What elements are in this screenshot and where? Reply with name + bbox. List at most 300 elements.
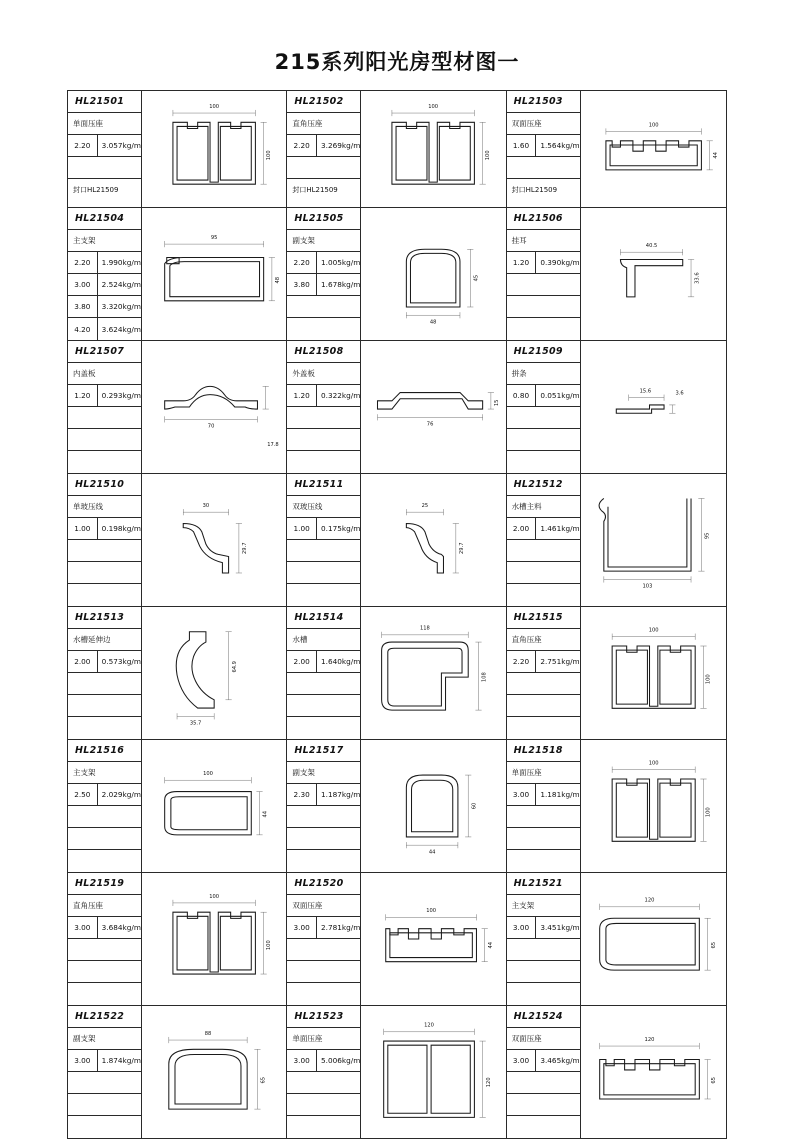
profile-desc: 单玻压线 xyxy=(73,502,103,512)
profile-info xyxy=(287,474,361,606)
table-row xyxy=(68,1006,726,1138)
profile-spec-row xyxy=(287,917,360,939)
profile-spec-row xyxy=(68,540,141,562)
profile-desc-line xyxy=(507,629,580,651)
profile-spec-row xyxy=(507,651,580,673)
profile-cell[interactable] xyxy=(507,1006,726,1138)
profile-spec-row xyxy=(68,806,141,828)
weight: 2.029kg/m xyxy=(101,790,141,800)
profile-code-line xyxy=(287,607,360,629)
profile-spec-row xyxy=(507,296,580,318)
profile-drawing xyxy=(581,1006,726,1138)
thickness: 3.80 xyxy=(68,296,98,317)
weight: 3.269kg/m xyxy=(321,141,361,150)
profile-spec-row xyxy=(68,385,141,407)
profile-spec-row xyxy=(287,135,360,157)
weight: 1.461kg/m xyxy=(540,524,580,534)
thickness: 1.00 xyxy=(68,518,98,539)
dim-width: 118 xyxy=(420,625,431,632)
profile-spec-row xyxy=(287,157,360,179)
profile-note: 封口HL21509 xyxy=(292,186,338,194)
weight: 0.198kg/m xyxy=(101,524,141,534)
table-row xyxy=(68,208,726,341)
profile-spec-row xyxy=(507,939,580,961)
profile-spec-row xyxy=(68,274,141,296)
weight: 0.573kg/m xyxy=(101,657,141,667)
profile-code: HL21512 xyxy=(513,479,563,491)
profile-info xyxy=(68,1006,142,1138)
profile-code-line xyxy=(68,1006,141,1028)
profile-spec-row xyxy=(507,1094,580,1116)
profile-desc: 副支架 xyxy=(73,1034,96,1044)
weight: 3.684kg/m xyxy=(101,923,141,933)
profile-desc-line xyxy=(507,496,580,518)
profile-code-line xyxy=(68,607,141,629)
profile-cell[interactable] xyxy=(287,873,506,1005)
profile-spec-row xyxy=(68,1072,141,1094)
table-row xyxy=(68,91,726,208)
profile-desc-line xyxy=(68,113,141,135)
profile-spec-row xyxy=(68,983,141,1005)
dim-height: 48 xyxy=(275,277,282,284)
profile-desc-line xyxy=(507,762,580,784)
dim-height: 44 xyxy=(488,942,495,949)
profile-cell[interactable] xyxy=(68,873,287,1005)
weight: 1.640kg/m xyxy=(321,657,361,667)
profile-desc-line xyxy=(287,113,360,135)
profile-desc-line xyxy=(68,363,141,385)
dim-width: 120 xyxy=(424,1022,435,1029)
profile-spec-row xyxy=(68,518,141,540)
dim-width: 120 xyxy=(644,897,655,904)
profile-spec-row xyxy=(507,429,580,451)
profile-spec-row xyxy=(507,961,580,983)
profile-code-line xyxy=(287,91,360,113)
profile-code-line xyxy=(507,740,580,762)
dim-height: 44 xyxy=(712,152,719,159)
profile-info xyxy=(507,873,581,1005)
profile-cell[interactable] xyxy=(287,341,506,473)
profile-spec-row xyxy=(507,828,580,850)
profile-info xyxy=(287,341,361,473)
dim-height: 65 xyxy=(710,942,717,949)
thickness: 0.80 xyxy=(507,385,537,406)
dim-width: 35.7 xyxy=(189,720,202,727)
dim-width: 25 xyxy=(421,503,429,510)
profile-drawing xyxy=(361,873,505,1005)
profile-note: 封口HL21509 xyxy=(511,186,558,194)
dim-height: 100 xyxy=(705,807,712,818)
profile-drawing xyxy=(581,341,726,473)
profile-spec-row xyxy=(507,673,580,695)
profile-info xyxy=(68,740,142,872)
thickness: 2.20 xyxy=(68,135,98,156)
page-title: 215系列阳光房型材图一 xyxy=(274,50,520,74)
profile-spec-row xyxy=(507,983,580,1005)
thickness: 1.00 xyxy=(287,518,317,539)
dim-height: 108 xyxy=(482,672,489,683)
profile-info xyxy=(287,607,361,739)
profile-code: HL21519 xyxy=(75,878,125,890)
profile-code-line xyxy=(68,873,141,895)
profile-spec-row xyxy=(287,540,360,562)
profile-desc: 双面压座 xyxy=(292,901,323,911)
profile-code-line xyxy=(68,91,141,113)
profile-desc: 挂耳 xyxy=(511,236,527,246)
profile-spec-row xyxy=(68,673,141,695)
weight: 3.624kg/m xyxy=(101,324,141,334)
profile-code-line xyxy=(507,607,580,629)
thickness: 1.20 xyxy=(507,252,537,273)
weight: 3.320kg/m xyxy=(101,302,141,312)
profile-spec-row xyxy=(507,1116,580,1138)
profile-code: HL21513 xyxy=(75,612,125,624)
table-row xyxy=(68,607,726,740)
profile-note: 封口HL21509 xyxy=(73,186,119,194)
profile-spec-row xyxy=(287,717,360,739)
thickness: 2.30 xyxy=(287,784,317,805)
profile-spec-row xyxy=(68,451,141,473)
profile-code-line xyxy=(507,341,580,363)
profile-info xyxy=(507,607,581,739)
weight: 1.005kg/m xyxy=(321,258,361,268)
dim-height: 60 xyxy=(471,802,478,810)
profile-drawing xyxy=(361,607,505,739)
profile-drawing xyxy=(361,341,505,473)
profile-code: HL21520 xyxy=(294,878,344,890)
profile-desc-line xyxy=(287,230,360,252)
weight: 2.751kg/m xyxy=(540,657,580,667)
profile-cell[interactable] xyxy=(287,208,506,340)
profile-drawing xyxy=(361,208,505,340)
profile-spec-row xyxy=(287,584,360,606)
profile-spec-row xyxy=(507,274,580,296)
profile-code-line xyxy=(507,873,580,895)
profile-code: HL21521 xyxy=(513,878,563,890)
profile-cell[interactable] xyxy=(507,474,726,606)
profile-drawing xyxy=(581,740,726,872)
dim-width: 120 xyxy=(644,1037,655,1044)
profile-desc: 主支架 xyxy=(73,236,96,246)
profile-desc: 水槽主料 xyxy=(511,502,542,512)
profile-code-line xyxy=(507,91,580,113)
dim-height: 29.7 xyxy=(459,542,466,555)
profile-spec-row xyxy=(507,850,580,872)
profile-spec-row xyxy=(507,385,580,407)
profile-code: HL21511 xyxy=(294,479,344,491)
profile-spec-row xyxy=(507,451,580,473)
profile-cell[interactable] xyxy=(68,208,287,340)
profile-desc-line xyxy=(287,762,360,784)
thickness: 3.00 xyxy=(507,1050,537,1071)
profile-desc: 内盖板 xyxy=(73,369,96,379)
profile-spec-row xyxy=(507,157,580,179)
profile-code: HL21515 xyxy=(513,612,563,624)
profile-cell[interactable] xyxy=(507,607,726,739)
thickness: 3.00 xyxy=(68,1050,98,1071)
profile-spec-row xyxy=(68,296,141,318)
profile-cell[interactable] xyxy=(287,474,506,606)
profile-desc: 主支架 xyxy=(73,768,96,778)
dim-width: 44 xyxy=(429,849,436,856)
profile-cell[interactable] xyxy=(68,474,287,606)
profile-cell[interactable] xyxy=(507,208,726,340)
thickness: 2.20 xyxy=(507,651,537,672)
profile-spec-row xyxy=(287,318,360,340)
weight: 0.322kg/m xyxy=(321,391,361,401)
dim-height: 3.6 xyxy=(675,390,684,397)
profile-code-line xyxy=(68,474,141,496)
profile-spec-row xyxy=(507,1072,580,1094)
profile-code-line xyxy=(287,873,360,895)
profile-desc-line xyxy=(68,1028,141,1050)
dim-width: 40.5 xyxy=(645,243,658,250)
profile-drawing xyxy=(581,208,726,340)
dim-width: 30 xyxy=(202,503,210,510)
profile-drawing xyxy=(142,91,286,207)
profile-desc-line xyxy=(287,629,360,651)
dim-height: 100 xyxy=(485,150,492,161)
table-row xyxy=(68,341,726,474)
weight: 3.057kg/m xyxy=(101,141,141,150)
profile-spec-row xyxy=(287,1050,360,1072)
weight: 1.187kg/m xyxy=(321,790,361,800)
profile-spec-row xyxy=(68,695,141,717)
profile-code: HL21508 xyxy=(294,346,344,358)
dim-width: 76 xyxy=(427,421,434,428)
profile-desc-line xyxy=(287,1028,360,1050)
profile-desc-line xyxy=(68,895,141,917)
profile-drawing xyxy=(142,341,286,473)
profile-spec-row xyxy=(507,806,580,828)
profile-desc: 单面压座 xyxy=(292,1034,323,1044)
profile-drawing xyxy=(142,208,286,340)
profile-spec-row xyxy=(507,695,580,717)
dim-height: 100 xyxy=(265,150,272,161)
profile-spec-row xyxy=(68,784,141,806)
profile-info xyxy=(507,208,581,340)
profile-spec-row xyxy=(68,318,141,340)
profile-spec-row xyxy=(287,939,360,961)
dim-height: 33.6 xyxy=(693,272,700,285)
weight: 1.678kg/m xyxy=(321,280,361,290)
profile-desc-line xyxy=(68,496,141,518)
dim-width: 100 xyxy=(203,771,213,778)
dim-height: 100 xyxy=(705,674,712,685)
profile-info xyxy=(287,91,361,207)
profile-desc-line xyxy=(68,762,141,784)
dim-width: 48 xyxy=(430,319,437,326)
dim-height: 45 xyxy=(473,275,480,282)
profile-code: HL21524 xyxy=(513,1011,563,1023)
profile-cell[interactable] xyxy=(68,1006,287,1138)
profile-info xyxy=(68,873,142,1005)
profile-cell[interactable] xyxy=(507,341,726,473)
thickness: 2.50 xyxy=(68,784,98,805)
profile-spec-row xyxy=(287,983,360,1005)
profile-code: HL21505 xyxy=(294,213,344,225)
profile-code-line xyxy=(287,341,360,363)
dim-height: 44 xyxy=(262,811,269,818)
weight: 1.564kg/m xyxy=(540,141,580,150)
profile-spec-row xyxy=(287,518,360,540)
thickness: 2.00 xyxy=(507,518,537,539)
thickness: 2.20 xyxy=(287,135,317,156)
profile-code: HL21523 xyxy=(294,1011,344,1023)
profile-spec-row xyxy=(507,917,580,939)
profile-drawing xyxy=(361,740,505,872)
weight: 0.293kg/m xyxy=(101,391,141,401)
profile-desc: 副支架 xyxy=(292,236,315,246)
profile-code-line xyxy=(68,740,141,762)
profile-spec-row xyxy=(68,961,141,983)
profile-spec-row xyxy=(287,1116,360,1138)
profile-spec-row xyxy=(287,385,360,407)
thickness: 3.00 xyxy=(68,274,98,295)
profile-desc: 副支架 xyxy=(292,768,315,778)
profile-drawing xyxy=(142,474,286,606)
dim-width: 100 xyxy=(648,122,659,129)
dim-height: 15 xyxy=(494,399,501,407)
dim-width: 100 xyxy=(648,627,659,634)
profile-desc-line xyxy=(68,629,141,651)
profile-desc-line xyxy=(507,1028,580,1050)
profile-desc: 拼条 xyxy=(511,369,527,379)
profile-info xyxy=(507,740,581,872)
profile-drawing xyxy=(361,474,505,606)
profile-code: HL21517 xyxy=(294,745,344,757)
profile-spec-row xyxy=(68,1050,141,1072)
table-row xyxy=(68,740,726,873)
profile-desc-line xyxy=(287,496,360,518)
thickness: 4.20 xyxy=(68,318,98,340)
profile-drawing xyxy=(142,740,286,872)
profile-desc: 单面压座 xyxy=(511,768,542,778)
profile-cell[interactable] xyxy=(287,1006,506,1138)
weight: 0.390kg/m xyxy=(540,258,580,268)
profile-code-line xyxy=(68,208,141,230)
profile-spec-row xyxy=(68,1116,141,1138)
profile-desc: 直角压座 xyxy=(511,635,542,645)
profile-cell[interactable] xyxy=(507,873,726,1005)
profile-cell[interactable] xyxy=(507,740,726,872)
dim-width: 100 xyxy=(648,760,659,767)
profile-cell[interactable] xyxy=(68,91,287,207)
thickness: 2.00 xyxy=(287,651,317,672)
profile-spec-row xyxy=(507,252,580,274)
dim-height: 64.9 xyxy=(231,661,238,673)
profile-code: HL21516 xyxy=(75,745,125,757)
profile-desc: 直角压座 xyxy=(73,901,103,911)
table-row xyxy=(68,873,726,1006)
profile-drawing xyxy=(361,1006,505,1138)
weight: 3.465kg/m xyxy=(540,1056,580,1066)
profile-table xyxy=(67,90,727,1139)
dim-width: 100 xyxy=(209,894,220,901)
profile-code-line xyxy=(68,341,141,363)
profile-desc-line xyxy=(507,230,580,252)
profile-cell[interactable] xyxy=(287,740,506,872)
profile-desc-line xyxy=(287,363,360,385)
profile-info xyxy=(68,474,142,606)
thickness: 3.00 xyxy=(68,917,98,938)
profile-spec-row xyxy=(68,917,141,939)
dim-height: 65 xyxy=(710,1077,717,1084)
profile-drawing xyxy=(142,873,286,1005)
profile-code-line xyxy=(287,474,360,496)
dim-width: 100 xyxy=(426,908,437,915)
thickness: 3.00 xyxy=(507,784,537,805)
profile-spec-row xyxy=(287,695,360,717)
profile-code-line xyxy=(287,740,360,762)
profile-cell[interactable] xyxy=(287,91,506,207)
profile-info xyxy=(68,91,142,207)
dim-width: 88 xyxy=(204,1031,212,1038)
profile-info xyxy=(287,740,361,872)
profile-desc: 双面压座 xyxy=(511,1034,542,1044)
profile-spec-row xyxy=(68,717,141,739)
profile-cell[interactable] xyxy=(507,91,726,207)
weight: 5.006kg/m xyxy=(321,1056,361,1066)
profile-desc: 外盖板 xyxy=(292,369,315,379)
profile-cell[interactable] xyxy=(68,740,287,872)
profile-info xyxy=(68,341,142,473)
profile-spec-row xyxy=(287,850,360,872)
profile-info xyxy=(507,341,581,473)
thickness: 2.00 xyxy=(68,651,98,672)
thickness: 1.20 xyxy=(68,385,98,406)
profile-spec-row xyxy=(287,961,360,983)
profile-spec-row xyxy=(507,717,580,739)
profile-code-line xyxy=(507,1006,580,1028)
table-row xyxy=(68,474,726,607)
dim-width: 70 xyxy=(207,423,215,430)
profile-code-line xyxy=(287,208,360,230)
dim-height: 120 xyxy=(486,1077,493,1088)
profile-cell[interactable] xyxy=(68,341,287,473)
profile-drawing xyxy=(581,91,726,207)
profile-code: HL21502 xyxy=(294,96,344,107)
profile-cell[interactable] xyxy=(68,607,287,739)
profile-spec-row xyxy=(287,806,360,828)
thickness: 1.20 xyxy=(287,385,317,406)
thickness: 2.20 xyxy=(287,252,317,273)
weight: 2.781kg/m xyxy=(321,923,361,933)
profile-spec-row xyxy=(68,407,141,429)
profile-spec-row xyxy=(68,584,141,606)
profile-spec-row xyxy=(68,562,141,584)
profile-spec-row xyxy=(287,562,360,584)
weight: 2.524kg/m xyxy=(101,280,141,290)
profile-cell[interactable] xyxy=(287,607,506,739)
profile-code: HL21501 xyxy=(75,96,125,107)
profile-spec-row xyxy=(287,296,360,318)
profile-spec-row xyxy=(287,1094,360,1116)
dim-height: 29.7 xyxy=(242,542,249,555)
thickness: 2.20 xyxy=(68,252,98,273)
dim-width: 100 xyxy=(428,103,439,110)
profile-desc: 单面压座 xyxy=(73,119,103,128)
profile-code: HL21507 xyxy=(75,346,125,358)
profile-spec-row xyxy=(287,828,360,850)
profile-spec-row xyxy=(507,1050,580,1072)
profile-spec-row xyxy=(287,784,360,806)
profile-desc-line xyxy=(507,113,580,135)
profile-code-line xyxy=(507,208,580,230)
thickness: 1.60 xyxy=(507,135,537,156)
profile-info xyxy=(507,1006,581,1138)
profile-spec-row xyxy=(287,651,360,673)
